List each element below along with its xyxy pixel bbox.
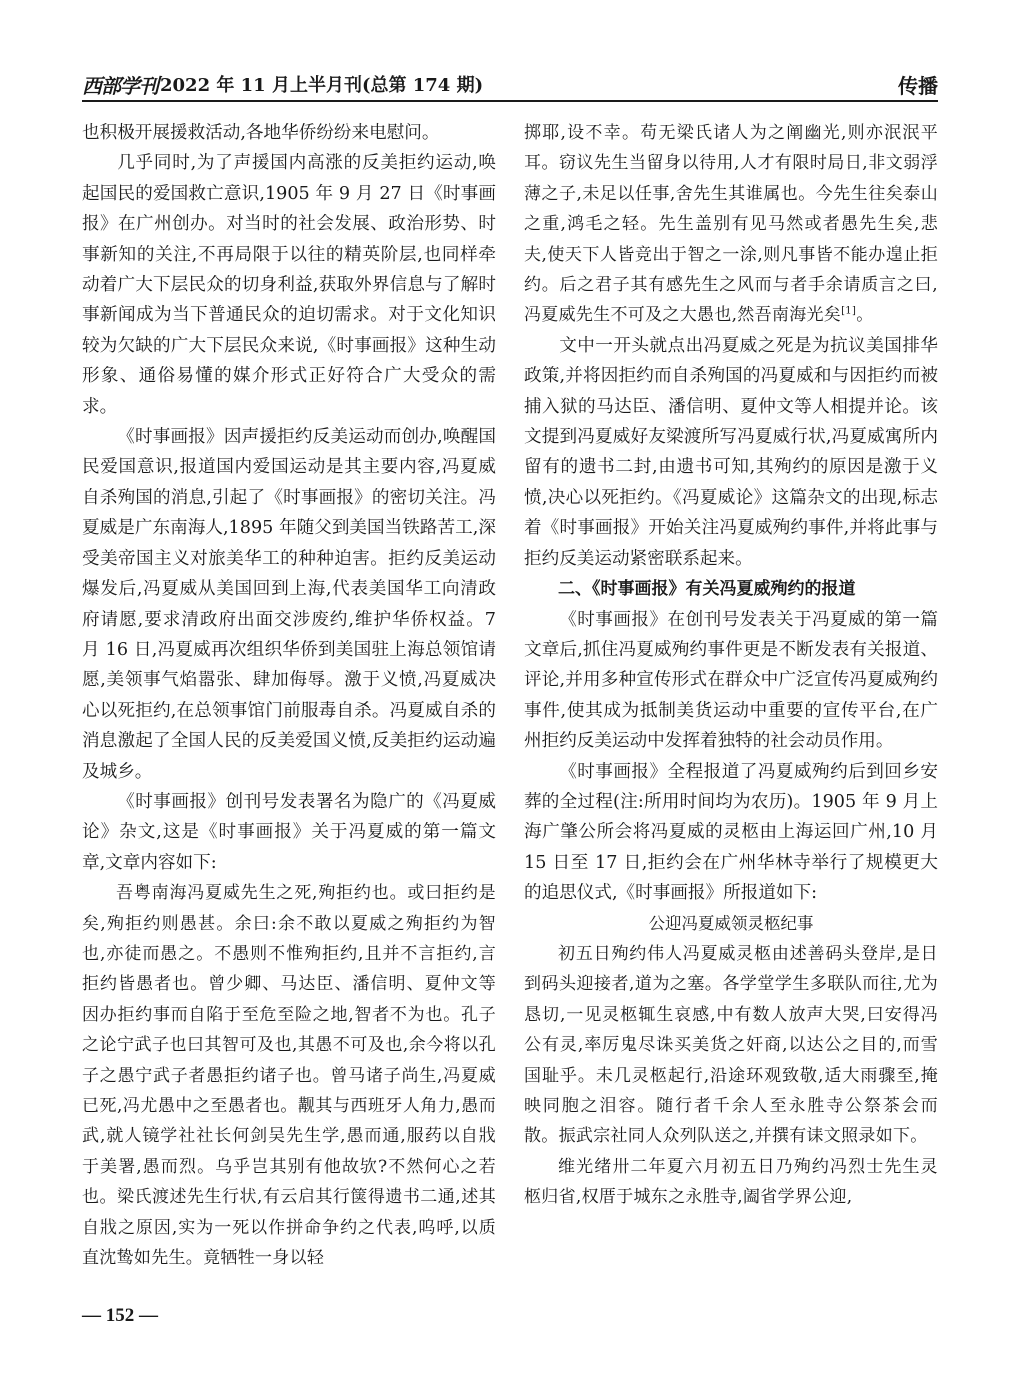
quoted-passage: 吾粤南海冯夏威先生之死,殉拒约也。或曰拒约是矣,殉拒约则愚甚。余曰:余不敢以夏威之殉拒约为智也,亦徒而愚之。不愚则不惟殉拒约,且并不言拒约,言拒约皆愚者也。曾少卿、马达臣、潘信明、夏仲文等因办拒约事而自陷于至危至险之地,智者不为也。孔子之论宁武子也曰其智可及也,其愚不可及也,余今将以孔子之愚宁武子者愚拒约诸子也。曾马诸子尚生,冯夏威已死,冯尤愚中之至愚者也。觏其与西班牙人角力,愚而武,就人镜学社社长何剑吴先生学,愚而通,服药以自戕于美署,愚而烈。乌乎岂其别有他故欤?不然何心之若也。梁氏渡述先生行状,有云启其行箧得遗书二通,述其自戕之原因,实为一死以作拼命争约之代表,呜呼,以质直沈鸷如先生。竟牺牲一身以轻 bbox=[82, 883, 496, 1269]
running-header bbox=[82, 70, 938, 100]
issue-info: 2022 年 11 月上半月刊(总第 174 期) bbox=[160, 75, 484, 96]
paragraph: 《时事画报》因声援拒约反美运动而创办,唤醒国民爱国意识,报道国内爱国运动是其主要内容,冯夏威自杀殉国的消息,引起了《时事画报》的密切关注。冯夏威是广东南海人,1895 年随父到美国当铁路苦工,深受美帝国主义对旅美华工的种种迫害。拒约反美运动爆发后,冯夏威从美国回到上海,代表美国华工向清政府请愿,要求清政府出面交涉废约,维护华侨权益。7 月 16 日,冯夏威再次组织华侨到美国驻上海总领馆请愿,美领事气焰嚣张、肆加侮辱。激于义愤,冯夏威决心以死拒约,在总领事馆门前服毒自杀。冯夏威自杀的消息激起了全国人民的反美爱国义愤,反美拒约运动遍及城乡。 bbox=[82, 427, 496, 782]
quoted-passage bbox=[524, 118, 938, 331]
quoted-passage: 初五日殉约伟人冯夏威灵柩由述善码头登岸,是日到码头迎接者,道为之塞。各学堂学生多联队而往,尤为恳切,一见灵柩辄生哀感,中有数人放声大哭,曰安得冯公有灵,率厉鬼尽诛买美货之奸商,以达公之目的,而雪国耻乎。未几灵柩起行,沿途环观致敬,适大雨骤至,掩映同胞之泪容。随行者千余人至永胜寺公祭茶会而散。振武宗社同人众列队送之,并撰有诔文照录如下。 bbox=[524, 943, 938, 1147]
reference-marker: [1] bbox=[841, 305, 857, 317]
paragraph: 也积极开展援救活动,各地华侨纷纷来电慰问。 bbox=[82, 123, 440, 143]
journal-logo: 西部学刊 bbox=[82, 74, 158, 98]
paragraph: 文中一开头就点出冯夏威之死是为抗议美国排华政策,并将因拒约而自杀殉国的冯夏威和与因拒约而被捕入狱的马达臣、潘信明、夏仲文等人相提并论。该文提到冯夏威好友梁渡所写冯夏威行状,冯夏威寓所内留有的遗书二封,由遗书可知,其殉约的原因是激于义愤,决心以死拒约。《冯夏威论》这篇杂文的出现,标志着《时事画报》开始关注冯夏威殉约事件,并将此事与拒约反美运动紧密联系起来。 bbox=[524, 335, 938, 569]
section-name: 传播 bbox=[898, 74, 938, 98]
quoted-passage: 维光绪卅二年夏六月初五日乃殉约冯烈士先生灵柩归省,权厝于城东之永胜寺,阖省学界公迎, bbox=[524, 1156, 938, 1208]
quote-text: 掷耶,设不幸。苟无梁氏诸人为之阐幽光,则亦泯泯平耳。窃议先生当留身以待用,人才有限时局日,非文弱浮薄之子,未足以任事,舍先生其谁属也。今先生往矣泰山之重,鸿毛之轻。先生盖别有见马然或者愚先生矣,悲夫,使天下人皆竞出于智之一涂,则凡事皆不能办遑止拒约。后之君子其有感先生之风而与者手余请质言之曰,冯夏威先生不可及之大愚也,然吾南海光矣 bbox=[524, 123, 938, 326]
report-title: 公迎冯夏威领灵柩纪事 bbox=[648, 913, 814, 933]
page-number: — 152 — bbox=[82, 1305, 158, 1326]
section-heading: 二、《时事画报》有关冯夏威殉约的报道 bbox=[558, 579, 856, 600]
paragraph: 《时事画报》在创刊号发表关于冯夏威的第一篇文章后,抓住冯夏威殉约事件更是不断发表有关报道、评论,并用多种宣传形式在群众中广泛宣传冯夏威殉约事件,使其成为抵制美货运动中重要的宣传平台,在广州拒约反美运动中发挥着独特的社会动员作用。 bbox=[524, 609, 938, 752]
paragraph: 几乎同时,为了声援国内高涨的反美拒约运动,唤起国民的爱国救亡意识,1905 年 9 月 27 日《时事画报》在广州创办。对当时的社会发展、政治形势、时事新知的关注,不再局限于以往的精英阶层,也同样牵动着广大下层民众的切身利益,获取外界信息与了解时事新闻成为当下普通民众的迫切需求。对于文化知识较为欠缺的广大下层民众来说,《时事画报》这种生动形象、通俗易懂的媒介形式正好符合广大受众的需求。 bbox=[82, 153, 496, 417]
header-rule bbox=[82, 100, 938, 102]
paragraph: 《时事画报》创刊号发表署名为隐广的《冯夏威论》杂文,这是《时事画报》关于冯夏威的第一篇文章,文章内容如下: bbox=[82, 791, 496, 873]
right-column bbox=[524, 118, 938, 1213]
paragraph: 《时事画报》全程报道了冯夏威殉约后到回乡安葬的全过程(注:所用时间均为农历)。1905 年 9 月上海广肇公所会将冯夏威的灵柩由上海运回广州,10 月 15 日至 17 日,拒约会在广州华林寺举行了规模更大的追思仪式,《时事画报》所报道如下: bbox=[524, 761, 938, 904]
quote-end: 。 bbox=[856, 305, 874, 326]
left-column bbox=[82, 118, 496, 1273]
